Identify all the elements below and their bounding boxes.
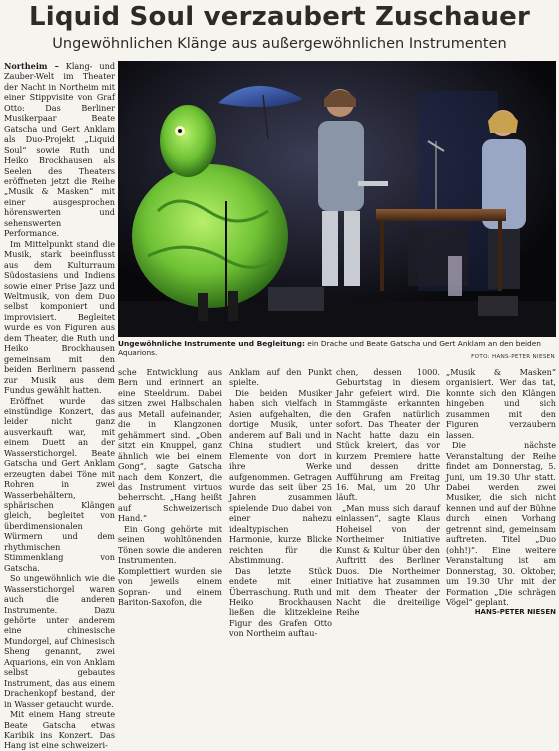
paragraph: Ein Gong gehörte mit seinen wohltönenden Tönen sowie die anderen Instrumenten. Komplettiert wurden sie von jeweils einem Sopran- und einem Bariton-Saxofon, die [118, 523, 222, 607]
photo-credit: FOTO: HANS-PETER NIESEN [471, 354, 555, 360]
text-column-1 [4, 61, 115, 751]
paragraph: So ungewöhnlich wie die Wasserstichorgel waren auch die anderen Instrumente. Dazu gehörte unter anderem eine chinesische Mundorgel, auf Chinesisch Sheng genannt, zwei Aquarions, ein von Anklam selbst gebautes Instrument, das aus einem Drachenkopf bestand, der in Wasser getaucht wurde. [4, 573, 115, 709]
article-headline: Liquid Soul verzaubert Zuschauer [28, 2, 531, 32]
paragraph: Mit einem Hang streute Beate Gatscha etwas Karibik ins Konzert. Das Hang ist eine schweizeri- [4, 709, 115, 751]
author-byline: HANS-PETER NIESEN [474, 608, 556, 617]
text-column-3 [229, 367, 332, 639]
paragraph: „Man muss sich darauf einlassen“, sagte Klaus Hoheisel von der Northeimer Initiative Kunst & Kultur über den Auftritt des Berliner Duos. Die Northeimer Initiative hat zusammen mit dem Theater der Nacht die dreiteilige Reihe [336, 502, 440, 618]
text-column-5 [446, 367, 556, 618]
stage-photo-illustration [118, 61, 556, 337]
paragraph: Das letzte Stück endete mit einer Überraschung. Ruth und Heiko Brockhausen ließen die klitzekleine Figur des Grafen Otto von Northeim auftau- [229, 565, 332, 639]
caption-text: ein Drache und Beate Gatscha und Gert Anklam an den beiden Aquarions. [118, 339, 541, 357]
dateline: Northeim – [4, 61, 59, 71]
paragraph: chen, dessen 1000. Geburtstag in diesem Jahr gefeiert wird. Die Stammgäste erkannten den Grafen natürlich sofort. Das Theater der Nacht hatte dazu ein Stück kreiert, das vor kurzem Premiere hatte und dessen dritte Aufführung am Freitag 16. Mai, um 20 Uhr läuft. [336, 367, 440, 503]
text-column-2 [118, 367, 222, 607]
paragraph: Im Mittelpunkt stand die Musik, stark beeinflusst aus dem Kulturraum Südostasiens und Indiens sowie einer Prise Jazz und Weltmusik, von dem Duo selbst komponiert und improvisiert. Begleitet wurde es von Figuren aus dem Theater, die Ruth und Heiko Brockhausen gemeinsam mit den beiden Berlinern passend zur Musik aus dem Fundus gewählt hatten. [4, 238, 115, 396]
paragraph [4, 61, 115, 239]
paragraph: Eröffnet wurde das einstündige Konzert, das leider nicht ganz ausverkauft war, mit einem Duett an der Wasserstichorgel. Beate Gatscha und Gert Anklam erzeugten dabei Töne mit Rohren in zwei Wasserbehältern, sphärischen Klängen gleich, begleitet von überdimensionalen Würmern und dem rhythmischen Stimmenklang von Gatscha. [4, 395, 115, 573]
caption-lead: Ungewöhnliche Instrumente und Begleitung: [118, 339, 305, 348]
paragraph: Die beiden Musiker haben sich vielfach in Asien aufgehalten, die dortige Musik, unter anderem auf Bali und in China studiert und Elemente von dort in ihre Werke aufgenommen. Getragen wurde das seit über 25 Jahren zusammen spielende Duo dabei von einer nahezu idealtypischen Harmonie, kurze Blicke reichten für die Abstimmung. [229, 387, 332, 566]
paragraph: Anklam auf den Punkt spielte. [229, 367, 332, 388]
paragraph: sche Entwicklung aus Bern und erinnert an eine Steeldrum. Dabei sitzen zwei Halbschalen aus Metall aufeinander, die in Klangzonen gehämmert sind. „Oben sitzt ein Knuppel, ganz ähnlich wie bei einem Gong“, sagte Gatscha nach dem Konzert, die das Instrument virtuos beherrscht. „Hang heißt auf Schweizerisch Hand.“ [118, 367, 222, 524]
paragraph-text: Klang- und Zauber-Welt im Theater der Nacht in Northeim mit einer Stippvisite von Graf Otto: Das Berliner Musikerpaar Beate Gatscha und Gert Anklam als Duo-Projekt „Liquid Soul“ sowie Ruth und Heiko Brockhausen als Seelen des Theaters eröffneten jetzt die Reihe „Musik & Masken“ mit einer ausgesprochen hörenswerten und sehenswerten Performance. [4, 61, 115, 239]
paragraph: Die nächste Veranstaltung der Reihe findet am Donnerstag, 5. Juni, um 19.30 Uhr statt. Dabei werden zwei Musiker, die sich nicht kennen und auf der Bühne durch einen Vorhang getrennt sind, gemeinsam auftreten. Titel „Duo (ohh!)“. Eine weitere Veranstaltung ist am Donnerstag, 30. Oktober, um 19.30 Uhr mit der Formation „Die schrägen Vögel“ geplant. [446, 440, 556, 607]
text-column-4 [336, 367, 440, 618]
article-photo [118, 61, 556, 337]
paragraph: „Musik & Masken“ organisiert. Wer das tat, konnte sich den Klängen hingeben und sich zusammen mit den Figuren verzaubern lassen. [446, 367, 556, 440]
article-subheadline: Ungewöhnlichen Klänge aus außergewöhnlichen Instrumenten [52, 36, 507, 52]
